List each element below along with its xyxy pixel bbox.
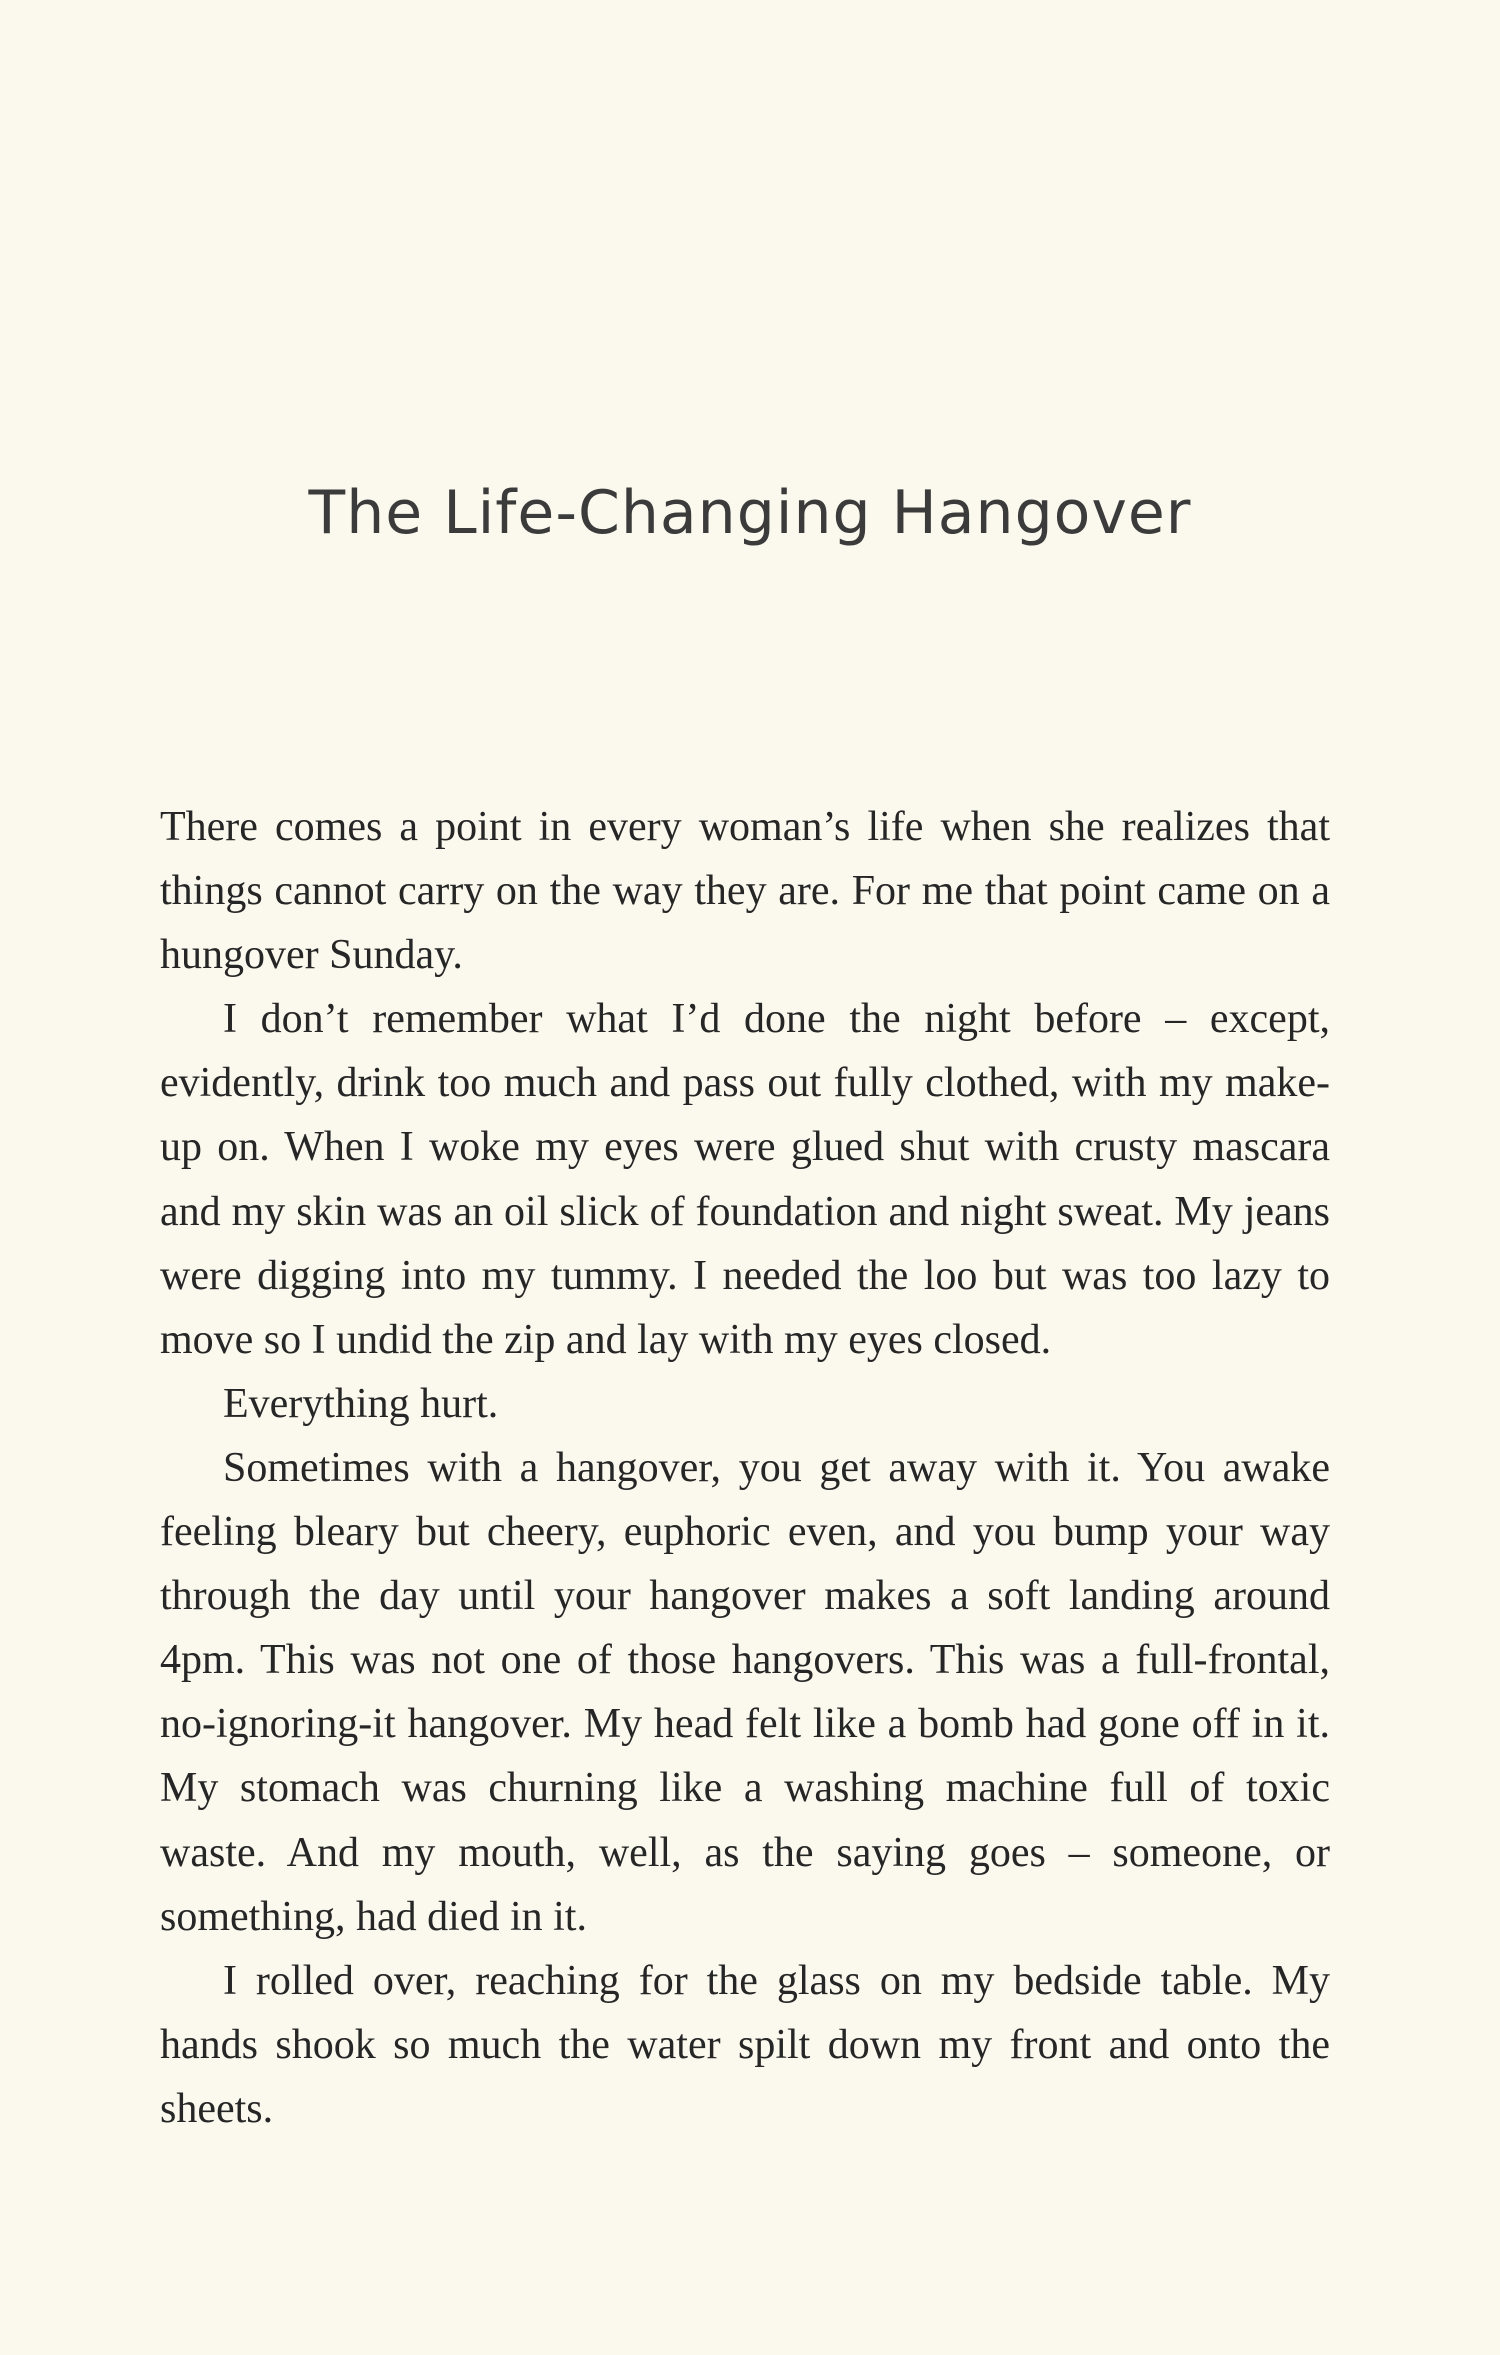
chapter-title: The Life-Changing Hangover (308, 478, 1192, 548)
paragraph: I don’t remember what I’d done the night before – except, evidently, drink too much and pass out fully clothed, with my make-up on. When I woke my eyes were glued shut with crusty mascara and my skin was an oil slick of foundation and night sweat. My jeans were digging into my tummy. I needed the loo but was too lazy to move so I undid the zip and lay with my eyes closed. (160, 996, 1330, 1363)
paragraph: Everything hurt. (223, 1380, 499, 1427)
chapter-body (160, 795, 1330, 2141)
paragraph: I rolled over, reaching for the glass on my bedside table. My hands shook so much the water spilt down my front and onto the sheets. (160, 1957, 1330, 2132)
paragraph: There comes a point in every woman’s life when she realizes that things cannot carry on the way they are. For me that point came on a hungover Sunday. (160, 804, 1330, 979)
paragraph: Sometimes with a hangover, you get away with it. You awake feeling bleary but cheery, euphoric even, and you bump your way through the day until your hangover makes a soft landing around 4pm. This was not one of those hangovers. This was a full-frontal, no-ignoring-it hangover. My head felt like a bomb had gone off in it. My stomach was churning like a washing machine full of toxic waste. And my mouth, well, as the saying goes – someone, or something, had died in it. (160, 1444, 1330, 1940)
